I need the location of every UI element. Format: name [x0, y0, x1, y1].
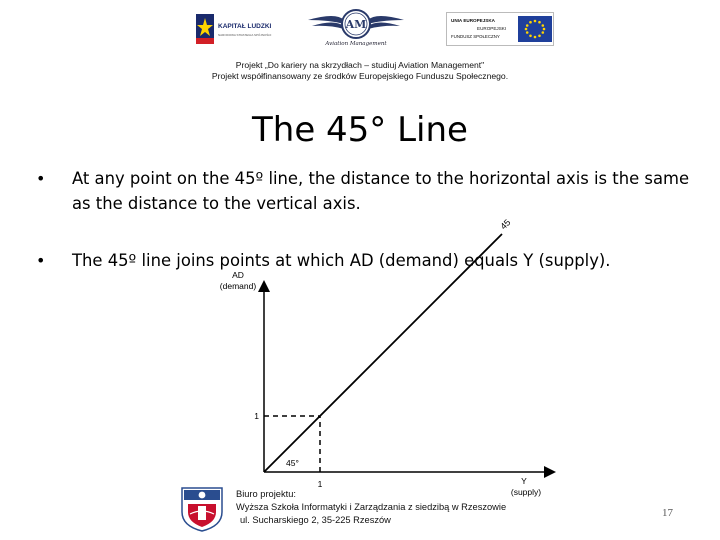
kapital-ludzki-star-icon: [196, 14, 214, 44]
bullet-item: [36, 166, 696, 216]
y-tick-label: 1: [254, 411, 259, 421]
aviation-monogram: AM: [345, 18, 367, 31]
kapital-ludzki-subtitle: NARODOWA STRATEGIA SPÓJNOŚCI: [218, 33, 272, 37]
y-axis-sublabel: (demand): [219, 281, 257, 291]
kapital-ludzki-logo: [196, 14, 284, 44]
x-axis-sublabel: (supply): [510, 487, 542, 497]
eu-logo-line2: EUROPEJSKI: [477, 26, 507, 31]
y-axis-label: AD: [232, 270, 244, 280]
eu-logo-line3: FUNDUSZ SPOŁECZNY: [451, 34, 500, 39]
eu-flag-icon: [518, 16, 552, 42]
forty-five-line: [264, 234, 502, 472]
footer-address: ul. Sucharskiego 2, 35-225 Rzeszów: [240, 515, 391, 525]
page-number: 17: [662, 507, 673, 519]
university-crest-icon: [178, 486, 226, 532]
footer-info: [236, 488, 506, 527]
bullet-marker: •: [36, 169, 46, 188]
slide-title: The 45° Line: [252, 110, 468, 150]
bullet-text: The 45º line joins points at which AD (demand) equals Y (supply).: [72, 251, 611, 270]
angle-label: 45°: [286, 458, 299, 468]
aviation-caption: Aviation Management: [325, 41, 387, 47]
eu-logo-line1: UNIA EUROPEJSKA: [451, 18, 495, 23]
x-tick-label: 1: [317, 479, 323, 489]
bullet-text: At any point on the 45º line, the distance to the horizontal axis is the same as the distance to the vertical axis.: [72, 169, 690, 213]
eu-logo: [446, 12, 554, 46]
line-label: 45: [498, 217, 513, 232]
project-line-1: Projekt „Do kariery na skrzydłach – studiuj Aviation Management": [235, 60, 485, 70]
kapital-ludzki-title: KAPITAŁ LUDZKI: [218, 23, 272, 30]
aviation-wings-icon: [306, 6, 406, 42]
bullet-marker: •: [36, 251, 46, 270]
aviation-management-logo: [306, 6, 406, 52]
footer-office-label: Biuro projektu:: [236, 489, 296, 499]
x-axis-label: Y: [521, 476, 527, 486]
footer-school: Wyższa Szkoła Informatyki i Zarządzania z siedzibą w Rzeszowie: [236, 502, 507, 512]
project-line-2: Projekt współfinansowany ze środków Europejskiego Funduszu Społecznego.: [211, 71, 509, 81]
